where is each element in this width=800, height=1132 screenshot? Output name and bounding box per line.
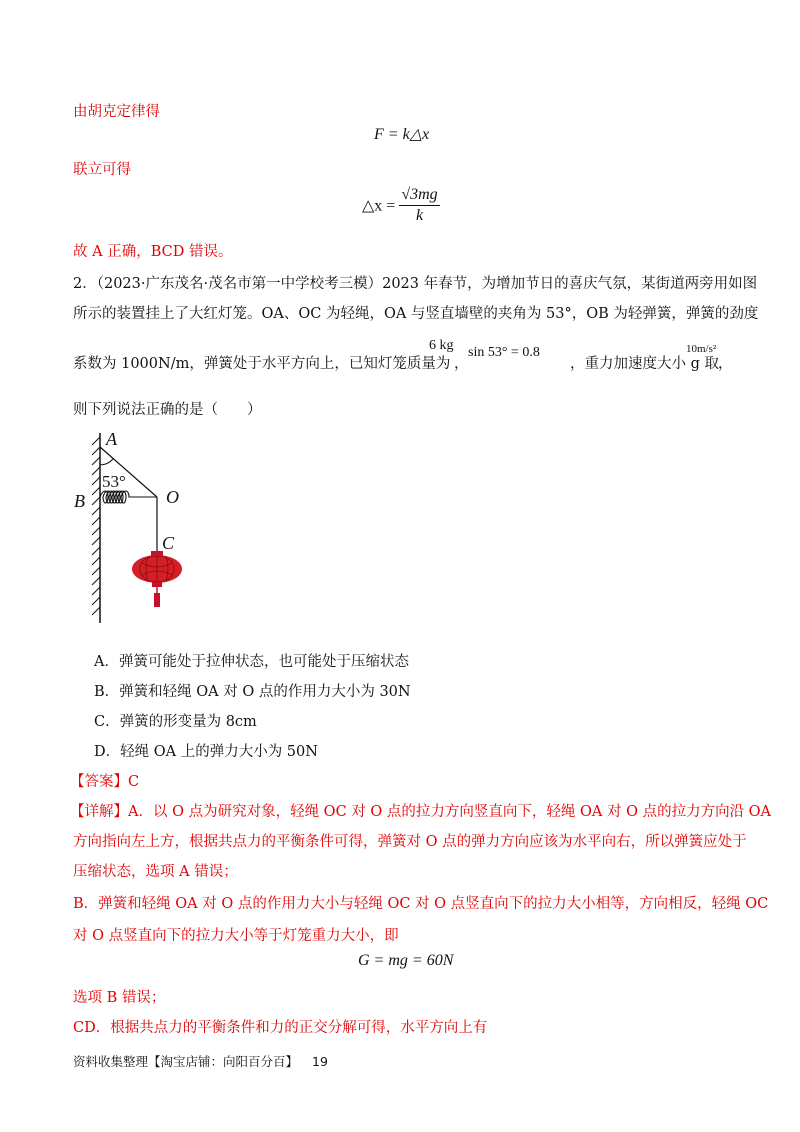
explain-line-6: 选项 B 错误； <box>73 990 166 1006</box>
answer-label: 【答案】C <box>70 774 140 790</box>
label-c: C <box>162 533 175 553</box>
explain-line-3: 压缩状态，选项 A 错误； <box>73 864 238 880</box>
equation-delta-x <box>362 186 440 225</box>
question-line-2: 所示的装置挂上了大红灯笼。OA、OC 为轻绳，OA 与竖直墙壁的夹角为 53°，OB 为轻弹簧，弹簧的劲度 <box>73 306 759 322</box>
hooke-intro: 由胡克定律得 <box>73 104 160 120</box>
option-b: B．弹簧和轻绳 OA 对 O 点的作用力大小为 30N <box>94 684 411 700</box>
question-line-3c: ，重力加速度大小 g 取 <box>570 356 719 372</box>
explain-line-2: 方向指向左上方，根据共点力的平衡条件可得，弹簧对 O 点的弹力方向应该为水平向右，所以弹簧应处于 <box>73 834 747 850</box>
eq1-lhs: F <box>374 126 384 143</box>
eq2-fraction <box>399 186 439 225</box>
eq2-denominator: k <box>415 207 424 224</box>
page-number: 19 <box>312 1054 328 1069</box>
lantern-figure <box>70 425 210 625</box>
explain-line-4: B．弹簧和轻绳 OA 对 O 点的作用力大小与轻绳 OC 对 O 点竖直向下的拉力大小相等，方向相反，轻绳 OC <box>73 896 769 912</box>
spring-ob <box>100 491 157 503</box>
conclusion-text: 故 A 正确，BCD 错误。 <box>73 244 233 260</box>
explain-line-5: 对 O 点竖直向下的拉力大小等于灯笼重力大小，即 <box>73 928 399 944</box>
g-value: 10m/s² <box>686 343 717 355</box>
comma-1: ， <box>454 356 469 372</box>
explain-line-7: CD．根据共点力的平衡条件和力的正交分解可得，水平方向上有 <box>73 1020 488 1036</box>
question-line-1: 2．（2023·广东茂名·茂名市第一中学校考三模）2023 年春节，为增加节日的喜庆气氛，某街道两旁用如图 <box>73 276 758 292</box>
option-a: A．弹簧可能处于拉伸状态，也可能处于压缩状态 <box>94 654 409 670</box>
lantern-icon <box>132 551 182 607</box>
label-a: A <box>106 429 117 449</box>
eq2-numerator: √3mg <box>399 186 439 206</box>
question-line-3a: 系数为 1000N/m，弹簧处于水平方向上，已知灯笼质量为 <box>73 356 451 372</box>
angle-label: 53° <box>102 472 126 491</box>
footer-source-text: 资料收集整理【淘宝店铺：向阳百分百】 <box>73 1054 299 1069</box>
eq2-lhs: △x = <box>362 197 400 215</box>
option-c: C．弹簧的形变量为 8cm <box>94 714 257 730</box>
question-line-3 <box>73 352 450 373</box>
question-line-4: 则下列说法正确的是（ ） <box>73 402 262 418</box>
option-d: D．轻绳 OA 上的弹力大小为 50N <box>94 744 318 760</box>
sin-value: sin 53° = 0.8 <box>468 345 540 360</box>
explain-line-1: 【详解】A．以 O 点为研究对象，轻绳 OC 对 O 点的拉力方向竖直向下，轻绳 OA 对 O 点的拉力方向沿 OA <box>70 804 772 820</box>
angle-arc <box>100 459 113 465</box>
wall-hatching <box>92 437 100 615</box>
equation-gravity: G = mg = 60N <box>358 952 454 969</box>
eq1-rhs: = k△x <box>383 126 430 143</box>
mass-value: 6 kg <box>429 338 454 353</box>
label-b: B <box>74 491 85 511</box>
label-o: O <box>166 487 179 507</box>
footer-source <box>73 1052 328 1070</box>
combine-text: 联立可得 <box>73 162 131 178</box>
equation-hooke <box>374 124 429 144</box>
comma-2: ， <box>718 356 733 372</box>
